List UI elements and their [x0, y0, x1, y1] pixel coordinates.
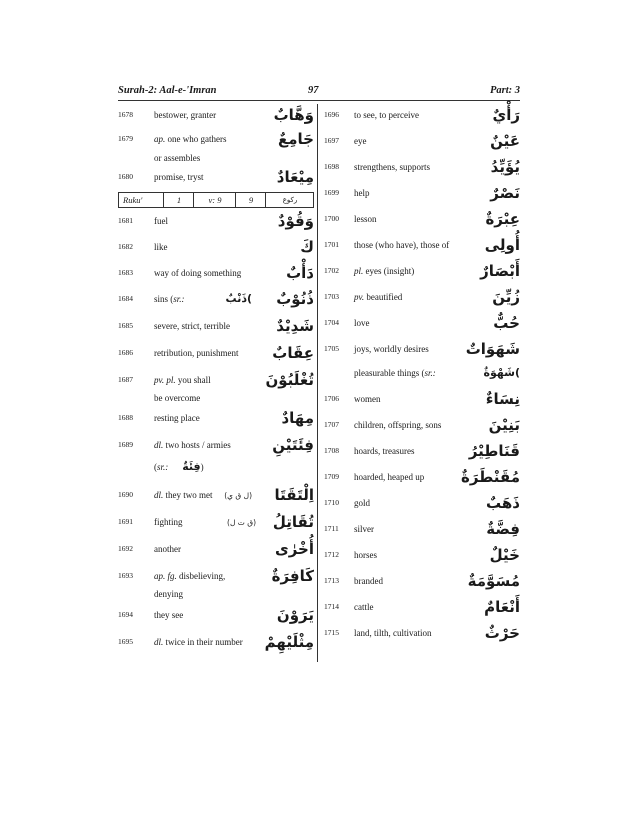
entry-1679 — [118, 128, 314, 152]
entry-definition: gold — [354, 498, 371, 508]
entry-1698 — [322, 156, 520, 180]
entry-definition: cattle — [354, 602, 374, 612]
arabic-word: حُبٌّ — [493, 314, 520, 332]
entry-definition: those (who have), those of — [354, 240, 450, 250]
arabic-word: فِئَتَيْنِ — [272, 436, 314, 454]
entry-1705-continuation — [322, 362, 520, 386]
entry-number: 1678 — [118, 110, 133, 119]
entry-1686 — [118, 342, 314, 366]
entry-number: 1687 — [118, 375, 133, 384]
entry-definition: fuel — [154, 216, 168, 226]
entry-definition: they see — [154, 610, 184, 620]
entry-1715 — [322, 622, 520, 646]
entry-definition: land, tilth, cultivation — [354, 628, 432, 638]
ruku-count: 9 — [235, 193, 266, 207]
arabic-word: شَهَوَاتٌ — [465, 340, 520, 358]
entry-1694 — [118, 604, 314, 628]
entry-number: 1694 — [118, 610, 133, 619]
entry-1705 — [322, 338, 520, 362]
entry-continuation: (sr.: فِئَةٌ) — [154, 460, 204, 473]
entry-definition: another — [154, 544, 181, 554]
entry-definition: joys, worldly desires — [354, 344, 429, 354]
entry-definition: help — [354, 188, 370, 198]
part-label: Part: 3 — [489, 85, 520, 96]
entry-1708 — [322, 440, 520, 464]
entry-definition: retribution, punishment — [154, 348, 239, 358]
grammar-tag: dl. — [154, 637, 164, 647]
arabic-word: تُغْلَبُوْنَ — [265, 371, 314, 389]
entry-definition — [154, 374, 211, 386]
entry-1680 — [118, 166, 314, 190]
arabic-word: كَافِرَةٌ — [271, 567, 314, 585]
entry-1692 — [118, 538, 314, 562]
entry-definition — [154, 133, 226, 145]
entry-number: 1697 — [324, 136, 339, 145]
entry-definition: bestower, granter — [154, 110, 217, 120]
entry-definition: horses — [354, 550, 377, 560]
arabic-word: يَرَوْنَ — [276, 606, 314, 624]
entry-continuation: denying — [154, 589, 183, 599]
arabic-word: قَنَاطِيْرُ — [468, 442, 520, 460]
entry-number: 1714 — [324, 602, 339, 611]
entry-1682 — [118, 236, 314, 260]
arabic-word: مُسَوَّمَةٌ — [467, 572, 520, 590]
arabic-word: مُقَنْطَرَةٌ — [460, 468, 520, 486]
arabic-word: وَهَّابٌ — [273, 106, 314, 124]
entry-number: 1706 — [324, 394, 339, 403]
entry-definition: severe, strict, terrible — [154, 321, 230, 331]
entry-1700 — [322, 208, 520, 232]
entry-number: 1690 — [118, 490, 133, 499]
entry-definition: lesson — [354, 214, 377, 224]
column-divider — [317, 104, 318, 662]
grammar-tag: ap. — [154, 134, 166, 144]
entry-definition: promise, tryst — [154, 172, 204, 182]
ruku-arabic: رکوع — [265, 193, 314, 207]
entry-number: 1685 — [118, 321, 133, 330]
entry-definition — [154, 636, 243, 648]
entry-1691 — [118, 511, 314, 535]
grammar-tag: dl. — [154, 490, 164, 500]
ruku-box — [118, 192, 314, 208]
grammar-tag: pl. — [354, 266, 364, 276]
root-letters: (ل ق ي) — [224, 491, 252, 500]
entry-definition — [354, 265, 414, 277]
entry-number: 1712 — [324, 550, 339, 559]
entry-definition — [154, 489, 213, 501]
entry-definition: children, offspring, sons — [354, 420, 442, 430]
grammar-tag: pv. pl. — [154, 375, 176, 385]
definition-text: pleasurable things ( — [354, 368, 425, 378]
definition-text: one who gathers — [165, 134, 227, 144]
definition-text: eyes (insight) — [363, 266, 415, 276]
entry-1702 — [322, 260, 520, 284]
entry-number: 1701 — [324, 240, 339, 249]
entry-1695 — [118, 631, 314, 655]
arabic-word: عِقَابٌ — [272, 344, 314, 362]
entry-definition — [354, 367, 436, 379]
page-header — [118, 82, 520, 101]
entry-number: 1696 — [324, 110, 339, 119]
ruku-verses: v: 9 — [193, 193, 236, 207]
arabic-word: عِبْرَةٌ — [485, 210, 520, 228]
arabic-word: شَدِيْدٌ — [276, 317, 314, 335]
arabic-word: يُؤَيِّدُ — [490, 158, 520, 176]
entry-continuation: be overcome — [154, 393, 201, 403]
singular-tag: sr.: — [157, 462, 169, 472]
entry-1711 — [322, 518, 520, 542]
grammar-tag: pv. — [354, 292, 365, 302]
entry-1697 — [322, 130, 520, 154]
singular-form — [226, 292, 252, 305]
root-letters: (ق ت ل) — [227, 518, 256, 527]
arabic-word: أُولِى — [484, 236, 520, 254]
arabic-word: عَيْنٌ — [490, 132, 520, 150]
entry-number: 1708 — [324, 446, 339, 455]
entry-number: 1680 — [118, 172, 133, 181]
entry-definition — [154, 439, 231, 451]
entry-number: 1698 — [324, 162, 339, 171]
entry-definition: strengthens, supports — [354, 162, 430, 172]
entry-number: 1679 — [118, 134, 133, 143]
entry-number: 1715 — [324, 628, 339, 637]
entry-number: 1710 — [324, 498, 339, 507]
entry-number: 1682 — [118, 242, 133, 251]
entry-number: 1686 — [118, 348, 133, 357]
arabic-word: كَ — [300, 238, 314, 256]
singular-tag: sr.: — [173, 294, 185, 304]
entry-1681 — [118, 210, 314, 234]
arabic-word: نِسَاءٌ — [485, 390, 520, 408]
grammar-tag: ap. fg. — [154, 571, 177, 581]
surah-title: Surah-2: Aal-e-'Imran — [118, 85, 217, 96]
entry-number: 1689 — [118, 440, 133, 449]
entry-definition: way of doing something — [154, 268, 242, 278]
entry-1712 — [322, 544, 520, 568]
entry-1699 — [322, 182, 520, 206]
arabic-word: خَيْلٌ — [489, 546, 520, 564]
entry-definition: silver — [354, 524, 374, 534]
arabic-word: وَقُوْدٌ — [277, 212, 314, 230]
singular-close: ) — [514, 366, 520, 379]
entry-number: 1707 — [324, 420, 339, 429]
entry-definition: love — [354, 318, 370, 328]
arabic-word: تُقَاتِلُ — [272, 513, 314, 531]
entry-1706 — [322, 388, 520, 412]
singular-close: ) — [246, 292, 252, 305]
entry-1689 — [118, 434, 314, 458]
entry-1701 — [322, 234, 520, 258]
arabic-word: أَنْعَامٌ — [484, 598, 520, 616]
definition-text: twice in their number — [163, 637, 243, 647]
singular-word: شَهْوَةٌ — [483, 366, 515, 379]
entry-1696 — [322, 104, 520, 128]
definition-text: disbelieving, — [176, 571, 226, 581]
entry-definition: hoards, treasures — [354, 446, 415, 456]
entry-1687 — [118, 369, 314, 393]
arabic-word: ذَهَبٌ — [486, 494, 520, 512]
entry-number: 1681 — [118, 216, 133, 225]
entry-number: 1693 — [118, 571, 133, 580]
entry-number: 1688 — [118, 413, 133, 422]
entry-1684 — [118, 288, 314, 312]
entry-number: 1695 — [118, 637, 133, 646]
ruku-label: Ruku' — [123, 195, 143, 205]
dictionary-page — [118, 82, 520, 651]
entry-definition: women — [354, 394, 381, 404]
page-number: 97 — [308, 85, 319, 96]
entry-1678 — [118, 104, 314, 128]
entry-definition: eye — [354, 136, 367, 146]
entry-1693 — [118, 565, 314, 589]
entry-number: 1713 — [324, 576, 339, 585]
arabic-word: زُيِّنَ — [492, 288, 520, 306]
entry-1690 — [118, 484, 314, 508]
entry-1683 — [118, 262, 314, 286]
arabic-word: ذُنُوْبٌ — [276, 290, 314, 308]
entry-number: 1700 — [324, 214, 339, 223]
entry-number: 1692 — [118, 544, 133, 553]
arabic-word: أَبْصَارٌ — [480, 262, 520, 280]
entry-definition — [154, 570, 225, 582]
arabic-word: أُخْرٰى — [274, 540, 314, 558]
definition-text: they two met — [163, 490, 213, 500]
arabic-word: جَامِعٌ — [278, 130, 314, 148]
arabic-word: حَرْثٌ — [484, 624, 520, 642]
arabic-word: مِيْعَادٌ — [276, 168, 314, 186]
entry-1688 — [118, 407, 314, 431]
two-column-body — [118, 104, 520, 664]
arabic-word: فِضَّةٌ — [486, 520, 520, 538]
definition-text: beautified — [364, 292, 403, 302]
arabic-word: مِثْلَيْهِمْ — [264, 633, 314, 651]
entry-continuation: or assembles — [154, 153, 201, 163]
entry-number: 1709 — [324, 472, 339, 481]
entry-number: 1691 — [118, 517, 133, 526]
entry-1703 — [322, 286, 520, 310]
singular-word: فِئَةٌ — [182, 460, 201, 473]
entry-definition: to see, to perceive — [354, 110, 419, 120]
entry-number: 1702 — [324, 266, 339, 275]
arabic-word: دَأْبٌ — [286, 264, 314, 282]
entry-1685 — [118, 315, 314, 339]
definition-text: you shall — [175, 375, 211, 385]
entry-definition: resting place — [154, 413, 200, 423]
arabic-word: بَنِيْنَ — [488, 416, 520, 434]
definition-text: two hosts / armies — [163, 440, 231, 450]
arabic-word: مِهَادٌ — [281, 409, 314, 427]
entry-number: 1705 — [324, 344, 339, 353]
entry-definition: hoarded, heaped up — [354, 472, 425, 482]
definition-text: sins ( — [154, 294, 174, 304]
entry-number: 1684 — [118, 294, 133, 303]
arabic-word: اِلْتَقَتَا — [274, 486, 314, 504]
singular-form — [483, 366, 520, 379]
entry-definition: fighting — [154, 517, 183, 527]
arabic-word: نَصْرٌ — [490, 184, 520, 202]
grammar-tag: dl. — [154, 440, 164, 450]
entry-number: 1704 — [324, 318, 339, 327]
entry-1714 — [322, 596, 520, 620]
entry-number: 1683 — [118, 268, 133, 277]
entry-1707 — [322, 414, 520, 438]
entry-1713 — [322, 570, 520, 594]
entry-1710 — [322, 492, 520, 516]
entry-number: 1711 — [324, 524, 339, 533]
entry-definition: like — [154, 242, 168, 252]
singular-tag: sr.: — [424, 368, 436, 378]
entry-number: 1699 — [324, 188, 339, 197]
entry-definition — [154, 293, 185, 305]
singular-word: ذَنْبٌ — [225, 292, 247, 305]
arabic-word: رَأْيٌ — [492, 106, 520, 124]
entry-1709 — [322, 466, 520, 490]
entry-definition: branded — [354, 576, 383, 586]
entry-1704 — [322, 312, 520, 336]
ruku-number: 1 — [163, 193, 194, 207]
entry-definition — [354, 291, 402, 303]
entry-number: 1703 — [324, 292, 339, 301]
